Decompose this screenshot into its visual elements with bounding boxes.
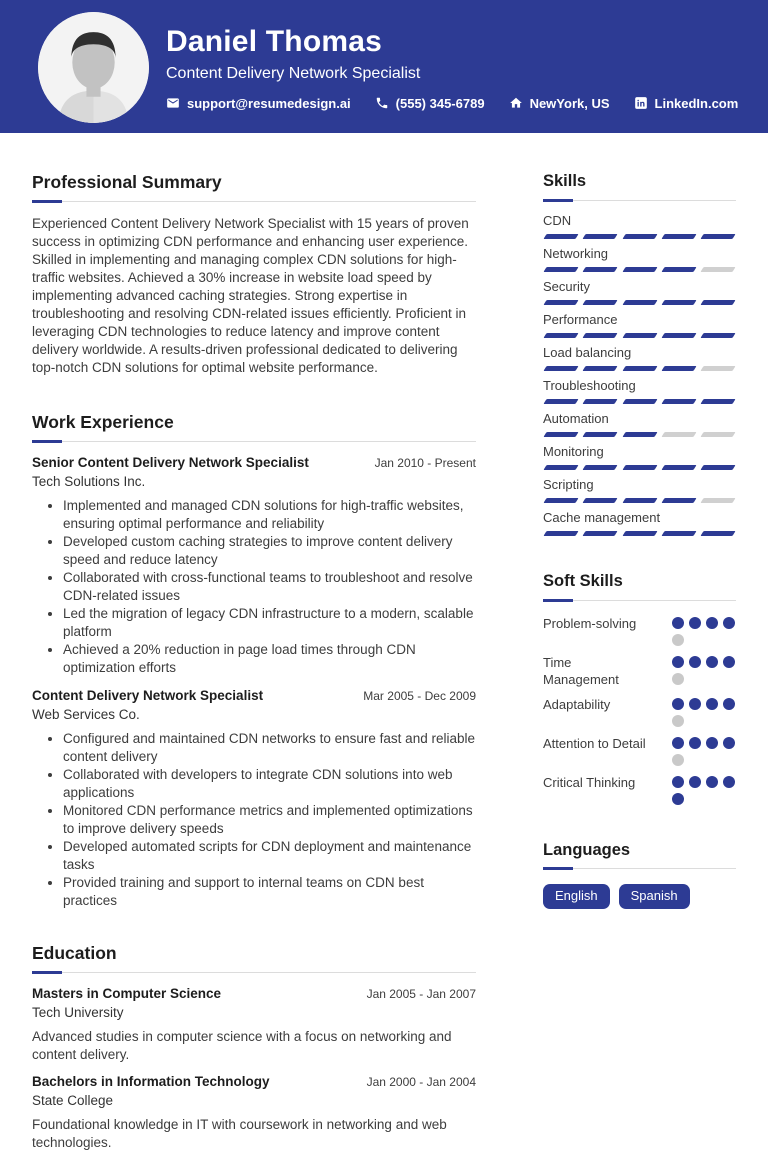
rating-dot-filled (706, 698, 718, 710)
language-badge: Spanish (619, 884, 690, 909)
rating-dot-filled (689, 737, 701, 749)
skills-heading: Skills (543, 172, 587, 190)
soft-skill-name: Problem-solving (543, 615, 637, 631)
skill-segment-filled (700, 465, 735, 470)
skill-segment-filled (622, 432, 657, 437)
job-bullet: • Provided training and support to internal teams on CDN best practices (63, 874, 476, 910)
skill-segment-filled (583, 399, 618, 404)
soft-skill-item (543, 696, 736, 727)
rating-dot-filled (689, 617, 701, 629)
skill-level-bar (543, 531, 736, 536)
skill-segment-empty (700, 498, 735, 503)
soft-skill-item (543, 735, 736, 766)
education-header (32, 986, 476, 1001)
skill-segment-filled (622, 465, 657, 470)
profile-photo (38, 12, 149, 123)
contact-item-home (509, 96, 610, 111)
sidebar-column (543, 133, 736, 1152)
rating-dot-filled (689, 776, 701, 788)
skill-level-bar (543, 300, 736, 305)
contact-item-linkedin (634, 96, 739, 111)
education-entry (32, 1074, 476, 1152)
skill-segment-filled (543, 333, 578, 338)
job-list (32, 455, 476, 910)
skill-segment-filled (622, 267, 657, 272)
job-header (32, 455, 476, 470)
contact-text: LinkedIn.com (654, 95, 739, 111)
soft-skill-item (543, 654, 736, 688)
skill-segment-empty (661, 432, 696, 437)
job-bullet-list (32, 730, 476, 910)
rating-dot-filled (723, 776, 735, 788)
job-entry (32, 455, 476, 677)
home-icon (509, 96, 523, 110)
soft-skill-name: Attention to Detail (543, 735, 646, 751)
contact-text: NewYork, US (529, 95, 610, 111)
degree-title: Bachelors in Information Technology (32, 1074, 270, 1089)
job-bullet: • Led the migration of legacy CDN infrastructure to a modern, scalable platform (63, 605, 476, 641)
soft-skills-section (543, 572, 736, 805)
rating-dot-filled (689, 656, 701, 668)
language-badge: English (543, 884, 610, 909)
rating-dot-filled (672, 698, 684, 710)
soft-skill-rating (672, 735, 736, 766)
skill-name: Performance (543, 311, 618, 327)
profile-photo-illustration (38, 12, 149, 123)
column-gap (476, 133, 543, 1152)
skill-segment-filled (583, 366, 618, 371)
skill-segment-filled (543, 432, 578, 437)
job-title: Content Delivery Network Specialist (32, 688, 264, 703)
skill-segment-filled (543, 498, 578, 503)
phone-icon (375, 96, 389, 110)
job-bullet: • Monitored CDN performance metrics and implemented optimizations to improve delivery speeds (63, 802, 476, 838)
contact-text: (555) 345-6789 (395, 95, 485, 111)
section-divider (543, 600, 736, 601)
education-header (32, 1074, 476, 1089)
rating-dot-filled (706, 656, 718, 668)
education-description: Advanced studies in computer science with a focus on networking and content delivery. (32, 1029, 452, 1062)
skill-level-bar (543, 498, 736, 503)
skill-segment-filled (543, 234, 578, 239)
skill-name: Load balancing (543, 344, 632, 360)
skill-segment-filled (622, 234, 657, 239)
header-banner (0, 0, 768, 133)
skill-name: CDN (543, 212, 572, 228)
skill-segment-filled (583, 465, 618, 470)
language-badges (543, 884, 736, 909)
skill-level-bar (543, 267, 736, 272)
job-company: Web Services Co. (32, 707, 140, 722)
education-dates: Jan 2000 - Jan 2004 (366, 1075, 476, 1089)
contact-text: support@resumedesign.ai (187, 95, 351, 111)
skill-segment-filled (622, 531, 657, 536)
contact-item-phone (375, 96, 485, 111)
skill-item (543, 213, 736, 239)
languages-heading: Languages (543, 840, 631, 859)
rating-dot-filled (689, 698, 701, 710)
soft-skills-heading: Soft Skills (543, 571, 623, 590)
skill-segment-filled (622, 399, 657, 404)
skill-item (543, 444, 736, 470)
skill-segment-filled (543, 267, 578, 272)
skill-segment-filled (622, 300, 657, 305)
skill-segment-filled (583, 300, 618, 305)
skill-level-bar (543, 366, 736, 371)
skill-segment-filled (622, 366, 657, 371)
languages-section (543, 841, 736, 910)
header-text (166, 25, 738, 111)
skill-item (543, 411, 736, 437)
skill-name: Scripting (543, 476, 594, 492)
skill-segment-empty (700, 267, 735, 272)
skill-name: Networking (543, 245, 609, 261)
job-bullet: • Achieved a 20% reduction in page load times through CDN optimization efforts (63, 641, 476, 677)
skill-segment-filled (583, 333, 618, 338)
job-header (32, 688, 476, 703)
skill-name: Cache management (543, 509, 661, 525)
experience-section (32, 412, 476, 910)
skill-segment-filled (543, 399, 578, 404)
skill-segment-filled (661, 465, 696, 470)
rating-dot-filled (706, 776, 718, 788)
job-bullet: • Collaborated with cross-functional teams to troubleshoot and resolve CDN-related issues (63, 569, 476, 605)
rating-dot-empty (672, 673, 684, 685)
skill-segment-filled (661, 333, 696, 338)
summary-heading: Professional Summary (32, 172, 222, 192)
soft-skill-item (543, 774, 736, 805)
soft-skill-item (543, 615, 736, 646)
soft-skill-rating (672, 696, 736, 727)
skill-name: Automation (543, 410, 609, 426)
rating-dot-empty (672, 634, 684, 646)
rating-dot-filled (723, 698, 735, 710)
skill-item (543, 312, 736, 338)
rating-dot-filled (706, 737, 718, 749)
job-bullet-list (32, 497, 476, 677)
education-entry (32, 986, 476, 1064)
skill-level-bar (543, 333, 736, 338)
skill-segment-filled (661, 531, 696, 536)
job-bullet: • Configured and maintained CDN networks to ensure fast and reliable content delivery (63, 730, 476, 766)
soft-skill-rating (672, 654, 736, 688)
skill-segment-filled (661, 399, 696, 404)
rating-dot-filled (672, 656, 684, 668)
education-section (32, 943, 476, 1152)
skill-segment-filled (661, 234, 696, 239)
skills-section (543, 172, 736, 536)
section-divider (32, 441, 476, 442)
job-dates: Mar 2005 - Dec 2009 (363, 689, 476, 703)
skill-level-bar (543, 432, 736, 437)
skill-segment-filled (661, 300, 696, 305)
skill-segment-filled (700, 234, 735, 239)
skill-segment-filled (543, 366, 578, 371)
job-title: Senior Content Delivery Network Specialist (32, 455, 309, 470)
summary-text: Experienced Content Delivery Network Specialist with 15 years of proven success in optimizing CDN performance and enhancing user experience. Skilled in implementing and managing complex CDN solutions for high-traffic websites. Achieved a 30% increase in website load speed by implementing advanced caching strategies. Strong expertise in troubleshooting and resolving CDN-related issues efficiently. Proficient in leveraging CDN technologies to reduce latency and improve content delivery worldwide. A results-driven professional dedicated to delivering top-notch CDN solutions for optimal website performance. (32, 216, 469, 375)
job-bullet: • Implemented and managed CDN solutions for high-traffic websites, ensuring optimal performance and reliability (63, 497, 476, 533)
soft-skill-name: Adaptability (543, 696, 611, 712)
job-bullet: • Collaborated with developers to integrate CDN solutions into web applications (63, 766, 476, 802)
soft-skill-rating (672, 615, 736, 646)
skill-segment-filled (543, 300, 578, 305)
skill-segment-filled (583, 234, 618, 239)
summary-section (32, 172, 476, 377)
rating-dot-filled (672, 793, 684, 805)
skill-item (543, 345, 736, 371)
soft-skill-list (543, 615, 736, 805)
skill-segment-filled (543, 465, 578, 470)
rating-dot-empty (672, 715, 684, 727)
skill-segment-filled (583, 498, 618, 503)
rating-dot-filled (723, 737, 735, 749)
section-divider (32, 972, 476, 973)
rating-dot-filled (672, 617, 684, 629)
job-company: Tech Solutions Inc. (32, 474, 146, 489)
skill-segment-filled (622, 498, 657, 503)
content-columns (0, 133, 768, 1152)
skill-segment-filled (583, 432, 618, 437)
education-description: Foundational knowledge in IT with coursework in networking and web technologies. (32, 1117, 447, 1150)
job-dates: Jan 2010 - Present (374, 456, 476, 470)
rating-dot-filled (723, 656, 735, 668)
school-name: Tech University (32, 1005, 124, 1020)
person-name: Daniel Thomas (166, 24, 382, 58)
skill-level-bar (543, 399, 736, 404)
education-list (32, 986, 476, 1152)
section-divider (543, 868, 736, 869)
skill-item (543, 510, 736, 536)
soft-skill-rating (672, 774, 736, 805)
experience-heading: Work Experience (32, 412, 174, 432)
job-bullet: • Developed custom caching strategies to improve content delivery speed and reduce latency (63, 533, 476, 569)
rating-dot-empty (672, 754, 684, 766)
rating-dot-filled (723, 617, 735, 629)
skill-segment-filled (661, 366, 696, 371)
skill-segment-filled (700, 300, 735, 305)
job-bullet: • Developed automated scripts for CDN deployment and maintenance tasks (63, 838, 476, 874)
skill-segment-empty (700, 432, 735, 437)
skill-segment-filled (583, 531, 618, 536)
skill-item (543, 477, 736, 503)
job-entry (32, 688, 476, 910)
education-heading: Education (32, 943, 117, 963)
person-job-title: Content Delivery Network Specialist (166, 64, 421, 82)
skill-segment-filled (700, 333, 735, 338)
skill-name: Security (543, 278, 590, 294)
skill-segment-filled (700, 399, 735, 404)
school-name: State College (32, 1093, 114, 1108)
contact-item-email (166, 96, 351, 111)
skill-list (543, 213, 736, 536)
section-divider (543, 200, 736, 201)
skill-segment-filled (700, 531, 735, 536)
skill-item (543, 279, 736, 305)
rating-dot-filled (706, 617, 718, 629)
skill-segment-filled (543, 531, 578, 536)
soft-skill-name: Critical Thinking (543, 774, 636, 790)
soft-skill-name: Time Management (543, 654, 619, 687)
skill-segment-filled (661, 267, 696, 272)
skill-item (543, 246, 736, 272)
education-dates: Jan 2005 - Jan 2007 (366, 987, 476, 1001)
main-column (32, 133, 476, 1152)
skill-segment-empty (700, 366, 735, 371)
skill-level-bar (543, 234, 736, 239)
skill-segment-filled (583, 267, 618, 272)
rating-dot-filled (672, 776, 684, 788)
skill-name: Monitoring (543, 443, 604, 459)
linkedin-icon (634, 96, 648, 110)
email-icon (166, 96, 180, 110)
degree-title: Masters in Computer Science (32, 986, 222, 1001)
skill-name: Troubleshooting (543, 377, 636, 393)
skill-level-bar (543, 465, 736, 470)
skill-segment-filled (661, 498, 696, 503)
contact-row (166, 96, 738, 111)
skill-item (543, 378, 736, 404)
rating-dot-filled (672, 737, 684, 749)
skill-segment-filled (622, 333, 657, 338)
section-divider (32, 201, 476, 202)
